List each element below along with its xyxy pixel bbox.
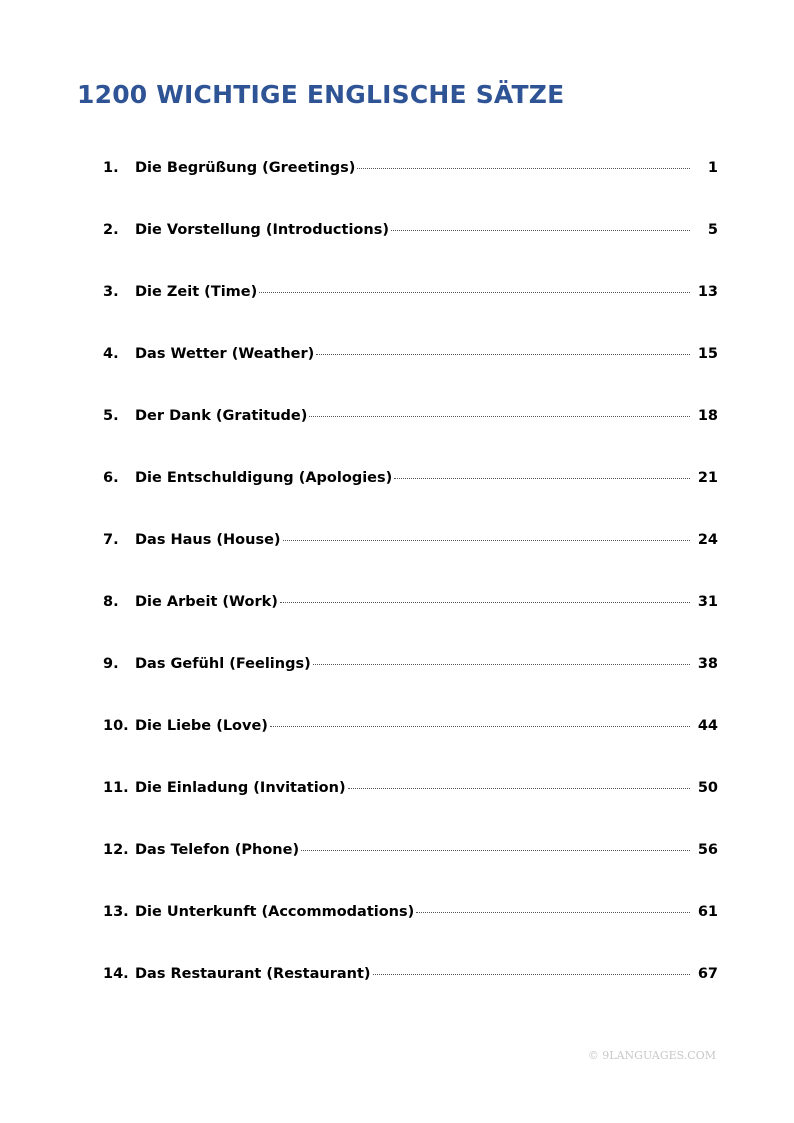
toc-entry[interactable] [103, 532, 718, 594]
dot-leader [373, 974, 690, 975]
toc-entry[interactable] [103, 656, 718, 718]
toc-entry-page: 38 [697, 656, 718, 672]
toc-entry[interactable] [103, 160, 718, 222]
toc-entry[interactable] [103, 408, 718, 470]
watermark: © 9LANGUAGES.COM [587, 1049, 716, 1062]
page-title: 1200 WICHTIGE ENGLISCHE SÄTZE [77, 80, 565, 109]
toc-entry-page: 67 [697, 966, 718, 982]
toc-entry-page: 1 [707, 160, 718, 176]
toc-entry[interactable] [103, 346, 718, 408]
toc-entry-title: Die Vorstellung (Introductions) [135, 222, 389, 238]
toc-entry-title: Die Arbeit (Work) [135, 594, 278, 610]
toc-entry-number: 3. [103, 284, 119, 300]
toc-entry-page: 56 [697, 842, 718, 858]
toc-entry-number: 13. [103, 904, 129, 920]
toc-entry-number: 7. [103, 532, 119, 548]
toc-entry-page: 61 [697, 904, 718, 920]
toc-entry-page: 44 [697, 718, 718, 734]
toc-entry[interactable] [103, 222, 718, 284]
toc-entry-page: 50 [697, 780, 718, 796]
toc-entry-title: Die Einladung (Invitation) [135, 780, 346, 796]
toc-entry-title: Die Zeit (Time) [135, 284, 258, 300]
dot-leader [348, 788, 690, 789]
toc-entry-number: 6. [103, 470, 119, 486]
toc-entry-title: Die Unterkunft (Accommodations) [135, 904, 415, 920]
toc-entry-title: Das Telefon (Phone) [135, 842, 300, 858]
toc-entry-title: Das Wetter (Weather) [135, 346, 315, 362]
toc-entry-page: 24 [697, 532, 718, 548]
toc-entry-page: 31 [697, 594, 718, 610]
toc-entry-number: 8. [103, 594, 119, 610]
toc-entry[interactable] [103, 470, 718, 532]
dot-leader [313, 664, 690, 665]
table-of-contents [103, 160, 718, 1028]
toc-entry-number: 1. [103, 160, 119, 176]
toc-entry[interactable] [103, 594, 718, 656]
dot-leader [283, 540, 690, 541]
dot-leader [309, 416, 690, 417]
toc-entry[interactable] [103, 904, 718, 966]
toc-entry[interactable] [103, 284, 718, 346]
toc-entry-number: 5. [103, 408, 119, 424]
toc-entry-page: 18 [697, 408, 718, 424]
toc-entry-number: 9. [103, 656, 119, 672]
toc-entry-number: 2. [103, 222, 119, 238]
toc-entry[interactable] [103, 780, 718, 842]
toc-entry-title: Das Restaurant (Restaurant) [135, 966, 371, 982]
toc-entry[interactable] [103, 718, 718, 780]
toc-entry-page: 21 [697, 470, 718, 486]
toc-entry-number: 11. [103, 780, 129, 796]
dot-leader [391, 230, 690, 231]
toc-entry-title: Der Dank (Gratitude) [135, 408, 308, 424]
toc-entry-title: Die Entschuldigung (Apologies) [135, 470, 393, 486]
dot-leader [270, 726, 690, 727]
toc-entry-number: 4. [103, 346, 119, 362]
toc-entry-number: 10. [103, 718, 129, 734]
toc-entry[interactable] [103, 966, 718, 1028]
toc-entry-title: Die Begrüßung (Greetings) [135, 160, 356, 176]
dot-leader [394, 478, 690, 479]
dot-leader [357, 168, 690, 169]
dot-leader [280, 602, 690, 603]
toc-entry-page: 5 [707, 222, 718, 238]
toc-entry-number: 12. [103, 842, 129, 858]
toc-entry-title: Die Liebe (Love) [135, 718, 268, 734]
toc-entry-title: Das Haus (House) [135, 532, 281, 548]
toc-entry-number: 14. [103, 966, 129, 982]
toc-entry-page: 13 [697, 284, 718, 300]
toc-entry-page: 15 [697, 346, 718, 362]
dot-leader [259, 292, 690, 293]
dot-leader [416, 912, 690, 913]
dot-leader [316, 354, 690, 355]
toc-entry[interactable] [103, 842, 718, 904]
toc-entry-title: Das Gefühl (Feelings) [135, 656, 311, 672]
dot-leader [301, 850, 690, 851]
